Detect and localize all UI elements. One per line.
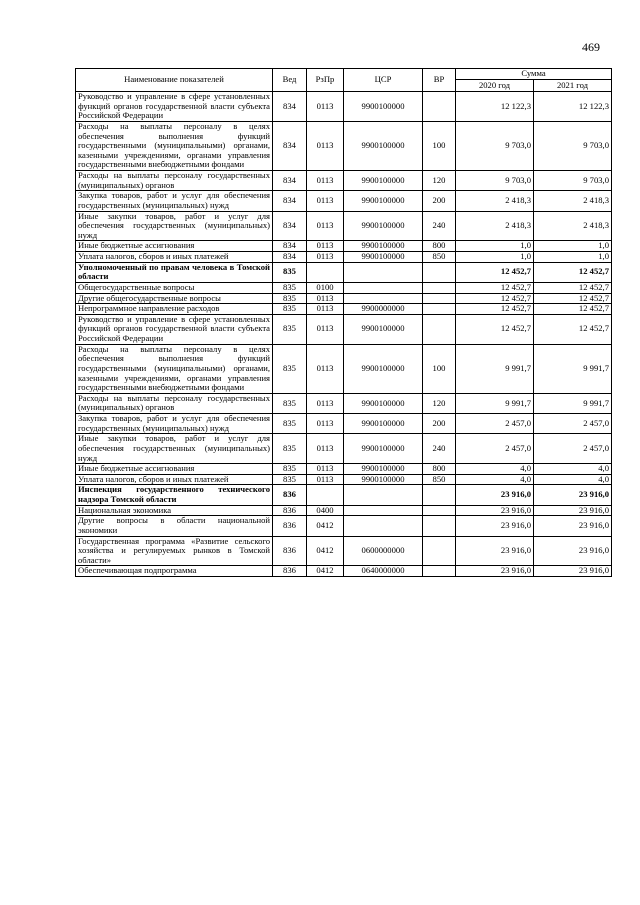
cell-csr: 9900100000 (344, 252, 423, 263)
cell-2021: 12 452,7 (534, 304, 612, 315)
cell-csr: 9900100000 (344, 211, 423, 241)
cell-name: Расходы на выплаты персоналу в целях обеспечения выполнения функций государственными (муниципальными) органами, казенными учреждениями, органами управления государственными внебюджетными фондами (76, 344, 273, 393)
cell-2021: 2 457,0 (534, 434, 612, 464)
cell-vr (423, 536, 456, 566)
cell-csr: 9900100000 (344, 393, 423, 413)
table-row (76, 464, 612, 475)
cell-ved: 834 (273, 241, 307, 252)
table-row (76, 566, 612, 577)
cell-csr (344, 262, 423, 282)
cell-name: Расходы на выплаты персоналу государственных (муниципальных) органов (76, 393, 273, 413)
cell-vr (423, 566, 456, 577)
cell-rzpr: 0113 (307, 211, 344, 241)
table-row (76, 505, 612, 516)
cell-rzpr: 0412 (307, 536, 344, 566)
cell-rzpr: 0113 (307, 293, 344, 304)
cell-rzpr: 0113 (307, 344, 344, 393)
cell-ved: 835 (273, 393, 307, 413)
cell-ved: 834 (273, 171, 307, 191)
cell-name: Государственная программа «Развитие сельского хозяйства и регулируемых рынков в Томской области» (76, 536, 273, 566)
cell-ved: 835 (273, 344, 307, 393)
cell-csr: 9900100000 (344, 344, 423, 393)
table-row (76, 393, 612, 413)
cell-name: Иные закупки товаров, работ и услуг для обеспечения государственных (муниципальных) нужд (76, 434, 273, 464)
cell-vr (423, 304, 456, 315)
cell-rzpr: 0113 (307, 241, 344, 252)
cell-vr (423, 516, 456, 536)
header-year-2020: 2020 год (456, 79, 534, 91)
cell-name: Иные закупки товаров, работ и услуг для обеспечения государственных (муниципальных) нужд (76, 211, 273, 241)
cell-vr: 850 (423, 474, 456, 485)
table-row (76, 414, 612, 434)
page-number: 469 (582, 40, 600, 54)
cell-name: Обеспечивающая подпрограмма (76, 566, 273, 577)
cell-ved: 836 (273, 566, 307, 577)
cell-rzpr: 0113 (307, 474, 344, 485)
cell-ved: 835 (273, 434, 307, 464)
cell-ved: 835 (273, 474, 307, 485)
cell-ved: 834 (273, 121, 307, 170)
cell-vr (423, 92, 456, 122)
cell-2020: 2 418,3 (456, 191, 534, 211)
cell-csr: 9900100000 (344, 474, 423, 485)
cell-2020: 1,0 (456, 252, 534, 263)
cell-2021: 23 916,0 (534, 536, 612, 566)
cell-2021: 23 916,0 (534, 516, 612, 536)
cell-2021: 12 452,7 (534, 314, 612, 344)
cell-name: Закупка товаров, работ и услуг для обеспечения государственных (муниципальных) нужд (76, 191, 273, 211)
cell-rzpr: 0100 (307, 282, 344, 293)
cell-2020: 9 703,0 (456, 121, 534, 170)
cell-vr: 100 (423, 344, 456, 393)
cell-name: Другие вопросы в области национальной экономики (76, 516, 273, 536)
budget-table (75, 68, 612, 577)
cell-name: Общегосударственные вопросы (76, 282, 273, 293)
cell-name: Расходы на выплаты персоналу в целях обеспечения выполнения функций государственными (муниципальными) органами, казенными учреждениями, органами управления государственными внебюджетными фондами (76, 121, 273, 170)
cell-2020: 4,0 (456, 464, 534, 475)
cell-name: Закупка товаров, работ и услуг для обеспечения государственных (муниципальных) нужд (76, 414, 273, 434)
cell-2020: 23 916,0 (456, 505, 534, 516)
cell-2020: 12 452,7 (456, 314, 534, 344)
cell-ved: 836 (273, 516, 307, 536)
cell-ved: 835 (273, 262, 307, 282)
cell-rzpr: 0113 (307, 191, 344, 211)
cell-rzpr: 0113 (307, 434, 344, 464)
cell-rzpr: 0400 (307, 505, 344, 516)
cell-2020: 12 452,7 (456, 304, 534, 315)
cell-name: Иные бюджетные ассигнования (76, 241, 273, 252)
header-csr: ЦСР (344, 69, 423, 92)
cell-ved: 834 (273, 191, 307, 211)
cell-2021: 9 703,0 (534, 121, 612, 170)
cell-csr: 9900000000 (344, 304, 423, 315)
table-row (76, 344, 612, 393)
cell-2020: 2 418,3 (456, 211, 534, 241)
cell-vr: 120 (423, 171, 456, 191)
cell-vr: 200 (423, 191, 456, 211)
cell-2021: 9 991,7 (534, 393, 612, 413)
cell-name: Уплата налогов, сборов и иных платежей (76, 474, 273, 485)
cell-ved: 836 (273, 505, 307, 516)
table-row (76, 241, 612, 252)
table-row (76, 485, 612, 505)
cell-2020: 9 991,7 (456, 344, 534, 393)
cell-2021: 4,0 (534, 474, 612, 485)
header-vr: ВР (423, 69, 456, 92)
table-row (76, 293, 612, 304)
cell-name: Расходы на выплаты персоналу государственных (муниципальных) органов (76, 171, 273, 191)
cell-2021: 2 457,0 (534, 414, 612, 434)
cell-csr (344, 485, 423, 505)
cell-2020: 12 452,7 (456, 262, 534, 282)
cell-2020: 12 452,7 (456, 282, 534, 293)
cell-rzpr: 0113 (307, 464, 344, 475)
cell-vr: 850 (423, 252, 456, 263)
table-row (76, 434, 612, 464)
cell-name: Уполномоченный по правам человека в Томской области (76, 262, 273, 282)
header-year-2021: 2021 год (534, 79, 612, 91)
cell-name: Инспекция государственного технического надзора Томской области (76, 485, 273, 505)
cell-csr: 9900100000 (344, 171, 423, 191)
cell-rzpr: 0113 (307, 121, 344, 170)
cell-vr: 240 (423, 211, 456, 241)
cell-csr: 0600000000 (344, 536, 423, 566)
cell-2021: 23 916,0 (534, 505, 612, 516)
cell-2020: 9 991,7 (456, 393, 534, 413)
table-body (76, 92, 612, 577)
cell-rzpr: 0113 (307, 252, 344, 263)
cell-ved: 836 (273, 485, 307, 505)
cell-rzpr: 0113 (307, 314, 344, 344)
cell-csr: 9900100000 (344, 414, 423, 434)
cell-vr: 120 (423, 393, 456, 413)
table-row (76, 252, 612, 263)
cell-2020: 23 916,0 (456, 536, 534, 566)
cell-csr: 9900100000 (344, 92, 423, 122)
cell-rzpr: 0113 (307, 304, 344, 315)
cell-csr: 9900100000 (344, 314, 423, 344)
cell-2021: 12 452,7 (534, 293, 612, 304)
cell-ved: 835 (273, 293, 307, 304)
cell-rzpr: 0113 (307, 393, 344, 413)
cell-csr (344, 505, 423, 516)
cell-ved: 835 (273, 314, 307, 344)
cell-2021: 1,0 (534, 241, 612, 252)
cell-2021: 4,0 (534, 464, 612, 475)
cell-ved: 836 (273, 536, 307, 566)
header-ved: Вед (273, 69, 307, 92)
cell-name: Непрограммное направление расходов (76, 304, 273, 315)
cell-csr: 9900100000 (344, 191, 423, 211)
cell-vr (423, 314, 456, 344)
cell-2020: 4,0 (456, 474, 534, 485)
cell-2021: 12 122,3 (534, 92, 612, 122)
cell-csr: 9900100000 (344, 464, 423, 475)
cell-vr: 240 (423, 434, 456, 464)
cell-rzpr: 0412 (307, 516, 344, 536)
cell-csr (344, 516, 423, 536)
cell-vr (423, 485, 456, 505)
table-row (76, 474, 612, 485)
cell-rzpr: 0113 (307, 92, 344, 122)
table-row (76, 516, 612, 536)
table-row (76, 211, 612, 241)
cell-name: Национальная экономика (76, 505, 273, 516)
cell-2020: 1,0 (456, 241, 534, 252)
cell-rzpr: 0412 (307, 566, 344, 577)
cell-name: Руководство и управление в сфере установленных функций органов государственной власти субъекта Российской Федерации (76, 92, 273, 122)
cell-rzpr (307, 262, 344, 282)
cell-csr (344, 293, 423, 304)
cell-csr: 9900100000 (344, 434, 423, 464)
cell-2021: 23 916,0 (534, 485, 612, 505)
cell-2021: 1,0 (534, 252, 612, 263)
cell-vr (423, 293, 456, 304)
cell-vr: 100 (423, 121, 456, 170)
cell-2020: 23 916,0 (456, 566, 534, 577)
cell-2021: 12 452,7 (534, 282, 612, 293)
table-row (76, 92, 612, 122)
cell-csr: 9900100000 (344, 241, 423, 252)
header-name: Наименование показателей (76, 69, 273, 92)
table-row (76, 191, 612, 211)
cell-name: Уплата налогов, сборов и иных платежей (76, 252, 273, 263)
table-row (76, 304, 612, 315)
cell-2021: 9 703,0 (534, 171, 612, 191)
table-row (76, 121, 612, 170)
cell-2021: 12 452,7 (534, 262, 612, 282)
cell-vr (423, 282, 456, 293)
cell-2020: 12 122,3 (456, 92, 534, 122)
cell-ved: 834 (273, 92, 307, 122)
cell-rzpr: 0113 (307, 171, 344, 191)
header-sum: Сумма (456, 69, 612, 80)
cell-ved: 834 (273, 211, 307, 241)
cell-vr: 800 (423, 241, 456, 252)
cell-name: Руководство и управление в сфере установленных функций органов государственной власти субъекта Российской Федерации (76, 314, 273, 344)
table-row (76, 536, 612, 566)
cell-vr: 200 (423, 414, 456, 434)
cell-ved: 835 (273, 464, 307, 475)
cell-name: Иные бюджетные ассигнования (76, 464, 273, 475)
cell-rzpr: 0113 (307, 414, 344, 434)
table-row (76, 282, 612, 293)
cell-2021: 2 418,3 (534, 191, 612, 211)
cell-rzpr (307, 485, 344, 505)
cell-ved: 835 (273, 282, 307, 293)
cell-vr: 800 (423, 464, 456, 475)
cell-csr (344, 282, 423, 293)
cell-2021: 9 991,7 (534, 344, 612, 393)
cell-ved: 834 (273, 252, 307, 263)
table-row (76, 314, 612, 344)
cell-2020: 9 703,0 (456, 171, 534, 191)
cell-2021: 23 916,0 (534, 566, 612, 577)
table-row (76, 171, 612, 191)
cell-vr (423, 262, 456, 282)
cell-vr (423, 505, 456, 516)
cell-2020: 2 457,0 (456, 414, 534, 434)
cell-ved: 835 (273, 304, 307, 315)
cell-ved: 835 (273, 414, 307, 434)
cell-2020: 23 916,0 (456, 485, 534, 505)
table-row (76, 262, 612, 282)
cell-name: Другие общегосударственные вопросы (76, 293, 273, 304)
cell-csr: 9900100000 (344, 121, 423, 170)
cell-2021: 2 418,3 (534, 211, 612, 241)
header-rzpr: РзПр (307, 69, 344, 92)
cell-2020: 23 916,0 (456, 516, 534, 536)
cell-2020: 2 457,0 (456, 434, 534, 464)
cell-csr: 0640000000 (344, 566, 423, 577)
cell-2020: 12 452,7 (456, 293, 534, 304)
